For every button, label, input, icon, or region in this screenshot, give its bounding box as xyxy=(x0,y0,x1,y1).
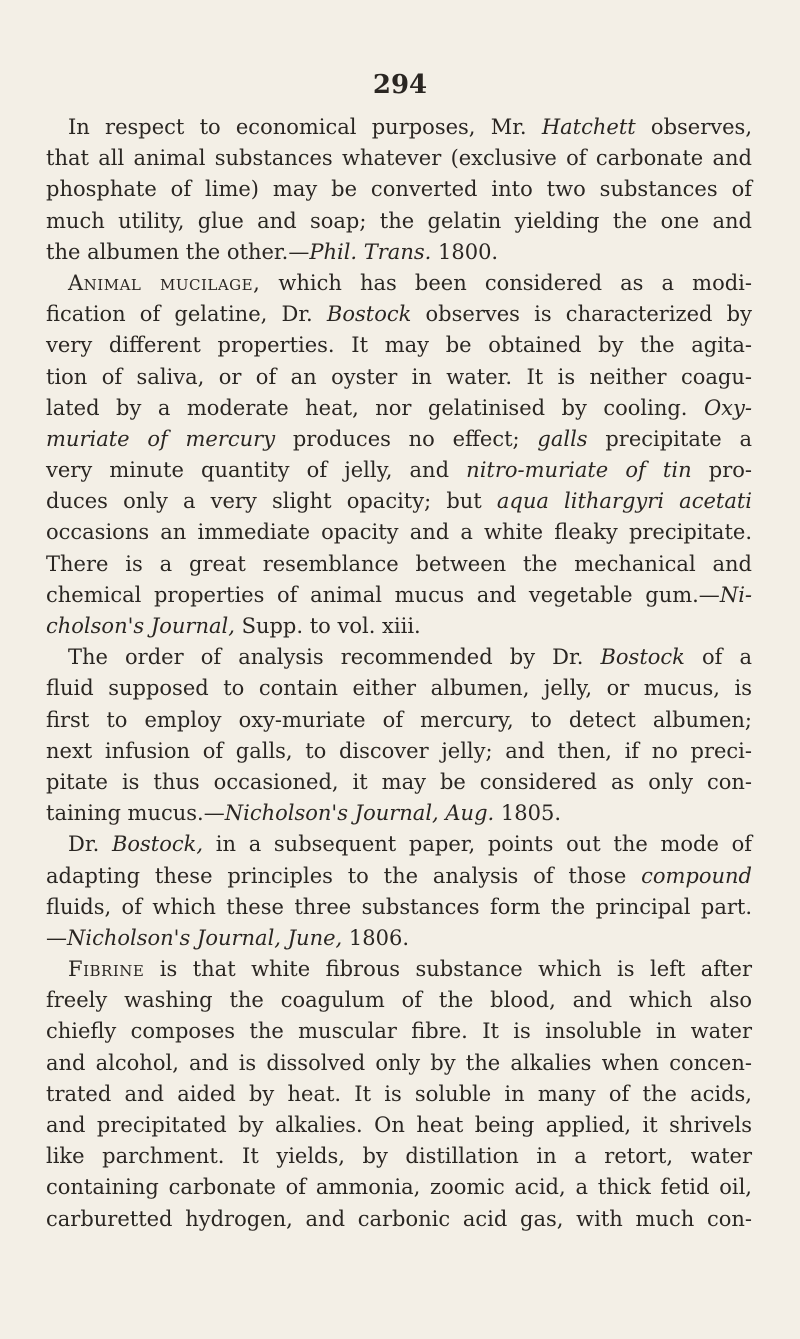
text-line xyxy=(46,299,752,330)
text-segment: There is a great resemblance between the mechanical and xyxy=(46,551,752,576)
text-line xyxy=(46,143,752,174)
text-segment: 1806. xyxy=(342,925,410,950)
text-segment: phosphate of lime) may be converted into two substances of xyxy=(46,177,752,202)
text-segment: In respect to economical purposes, Mr. xyxy=(68,115,542,139)
text-segment: pro- xyxy=(691,458,752,483)
text-line xyxy=(46,642,752,673)
text-line xyxy=(46,112,752,143)
text-segment: and precipitated by alkalies. On heat being applied, it shrivels xyxy=(46,1113,752,1137)
text-segment: much utility, glue and soap; the gelatin yielding the one and xyxy=(46,208,752,233)
text-segment: is that white fibrous substance which is left after xyxy=(144,957,752,982)
text-segment: produces no effect; xyxy=(275,426,538,451)
italic-text: nitro-muriate of tin xyxy=(466,458,692,483)
text-line xyxy=(46,954,752,985)
small-caps-heading: Animal mucilage, xyxy=(68,270,261,295)
text-segment: fluid supposed to contain either albumen, jelly, or mucus, is xyxy=(46,676,752,701)
italic-text: Bostock, xyxy=(111,832,204,857)
italic-text: compound xyxy=(641,863,752,888)
text-segment: taining mucus.— xyxy=(46,801,225,826)
text-line xyxy=(46,1204,752,1235)
italic-text: aqua lithargyri acetati xyxy=(496,489,753,514)
text-line xyxy=(46,1048,752,1079)
text-segment: containing carbonate of ammonia, zoomic acid, a thick fetid oil, xyxy=(46,1175,752,1200)
text-segment: freely washing the coagulum of the blood, and which also xyxy=(46,988,752,1013)
text-line xyxy=(46,861,752,892)
text-line xyxy=(46,829,752,860)
text-segment: carburetted hydrogen, and carbonic acid gas, with much con- xyxy=(46,1206,752,1231)
text-line xyxy=(46,455,752,486)
text-segment: very minute quantity of jelly, and xyxy=(46,458,467,483)
text-segment: precipitate a xyxy=(587,426,752,451)
text-line xyxy=(46,798,752,829)
text-segment: Dr. xyxy=(68,832,112,857)
text-line xyxy=(46,206,752,237)
italic-text: Nicholson's Journal, June, xyxy=(67,925,343,950)
text-line xyxy=(46,1141,752,1172)
italic-text: Phil. Trans. xyxy=(309,239,432,264)
text-segment: of a xyxy=(684,645,752,670)
text-line xyxy=(46,736,752,767)
italic-text: Bostock xyxy=(600,645,685,670)
text-segment: The order of analysis recommended by Dr. xyxy=(68,645,601,670)
italic-text: Nicholson's Journal, Aug. xyxy=(224,801,495,826)
text-segment: first to employ oxy-muriate of mercury, to detect albumen; xyxy=(46,707,752,732)
italic-text: muriate of mercury xyxy=(46,426,276,451)
text-line xyxy=(46,330,752,361)
text-segment: chemical properties of animal mucus and vegetable gum.— xyxy=(46,582,720,607)
text-line xyxy=(46,486,752,517)
text-segment: Supp. to vol. xiii. xyxy=(234,614,421,638)
text-segment: — xyxy=(46,925,67,950)
text-line xyxy=(46,549,752,580)
text-segment: chiefly composes the muscular fibre. It is insoluble in water xyxy=(46,1019,752,1044)
text-line xyxy=(46,268,752,299)
text-segment: tion of saliva, or of an oyster in water. It is neither coagu- xyxy=(46,364,752,389)
text-segment: duces only a very slight opacity; but xyxy=(46,489,497,514)
text-line xyxy=(46,237,752,268)
text-segment: fluids, of which these three substances form the principal part. xyxy=(46,894,752,919)
text-line xyxy=(46,923,752,954)
text-line xyxy=(46,767,752,798)
text-segment: trated and aided by heat. It is soluble in many of the acids, xyxy=(46,1081,752,1106)
italic-text: Oxy- xyxy=(703,395,752,420)
text-line xyxy=(46,393,752,424)
italic-text: galls xyxy=(537,426,588,451)
text-segment: observes, xyxy=(635,115,752,139)
text-line xyxy=(46,517,752,548)
text-line xyxy=(46,580,752,611)
body-text xyxy=(46,112,752,1235)
text-segment: which has been considered as a modi- xyxy=(260,270,752,295)
text-segment: fication of gelatine, Dr. xyxy=(46,302,327,327)
text-line xyxy=(46,705,752,736)
text-line xyxy=(46,424,752,455)
text-line xyxy=(46,673,752,704)
text-segment: the albumen the other.— xyxy=(46,239,310,264)
italic-text: cholson's Journal, xyxy=(46,614,235,638)
text-line xyxy=(46,1016,752,1047)
text-line xyxy=(46,174,752,205)
text-segment: observes is characterized by xyxy=(411,302,752,327)
italic-text: Hatchett xyxy=(541,115,636,139)
page-number: 294 xyxy=(372,70,428,100)
text-line xyxy=(46,1110,752,1141)
text-segment: in a subsequent paper, points out the mode of xyxy=(203,832,753,857)
small-caps-heading: Fibrine xyxy=(68,957,145,982)
text-segment: pitate is thus occasioned, it may be considered as only con- xyxy=(46,769,752,794)
text-segment: very different properties. It may be obtained by the agita- xyxy=(46,333,752,358)
text-line xyxy=(46,892,752,923)
text-line xyxy=(46,611,752,642)
text-line xyxy=(46,1172,752,1203)
text-segment: adapting these principles to the analysis of those xyxy=(46,863,642,888)
text-line xyxy=(46,985,752,1016)
text-line xyxy=(46,1079,752,1110)
text-segment: like parchment. It yields, by distillation in a retort, water xyxy=(46,1144,752,1169)
italic-text: Bostock xyxy=(326,302,412,327)
text-segment: and alcohol, and is dissolved only by the alkalies when concen- xyxy=(46,1050,752,1075)
italic-text: Ni- xyxy=(719,582,752,607)
text-segment: lated by a moderate heat, nor gelatinised by cooling. xyxy=(46,395,704,420)
text-segment: next infusion of galls, to discover jelly; and then, if no preci- xyxy=(46,738,752,763)
text-line xyxy=(46,362,752,393)
text-segment: 1800. xyxy=(431,239,499,264)
text-segment: 1805. xyxy=(494,801,561,826)
text-segment: occasions an immediate opacity and a white fleaky precipitate. xyxy=(46,520,752,545)
text-segment: that all animal substances whatever (exclusive of carbonate and xyxy=(46,146,752,171)
